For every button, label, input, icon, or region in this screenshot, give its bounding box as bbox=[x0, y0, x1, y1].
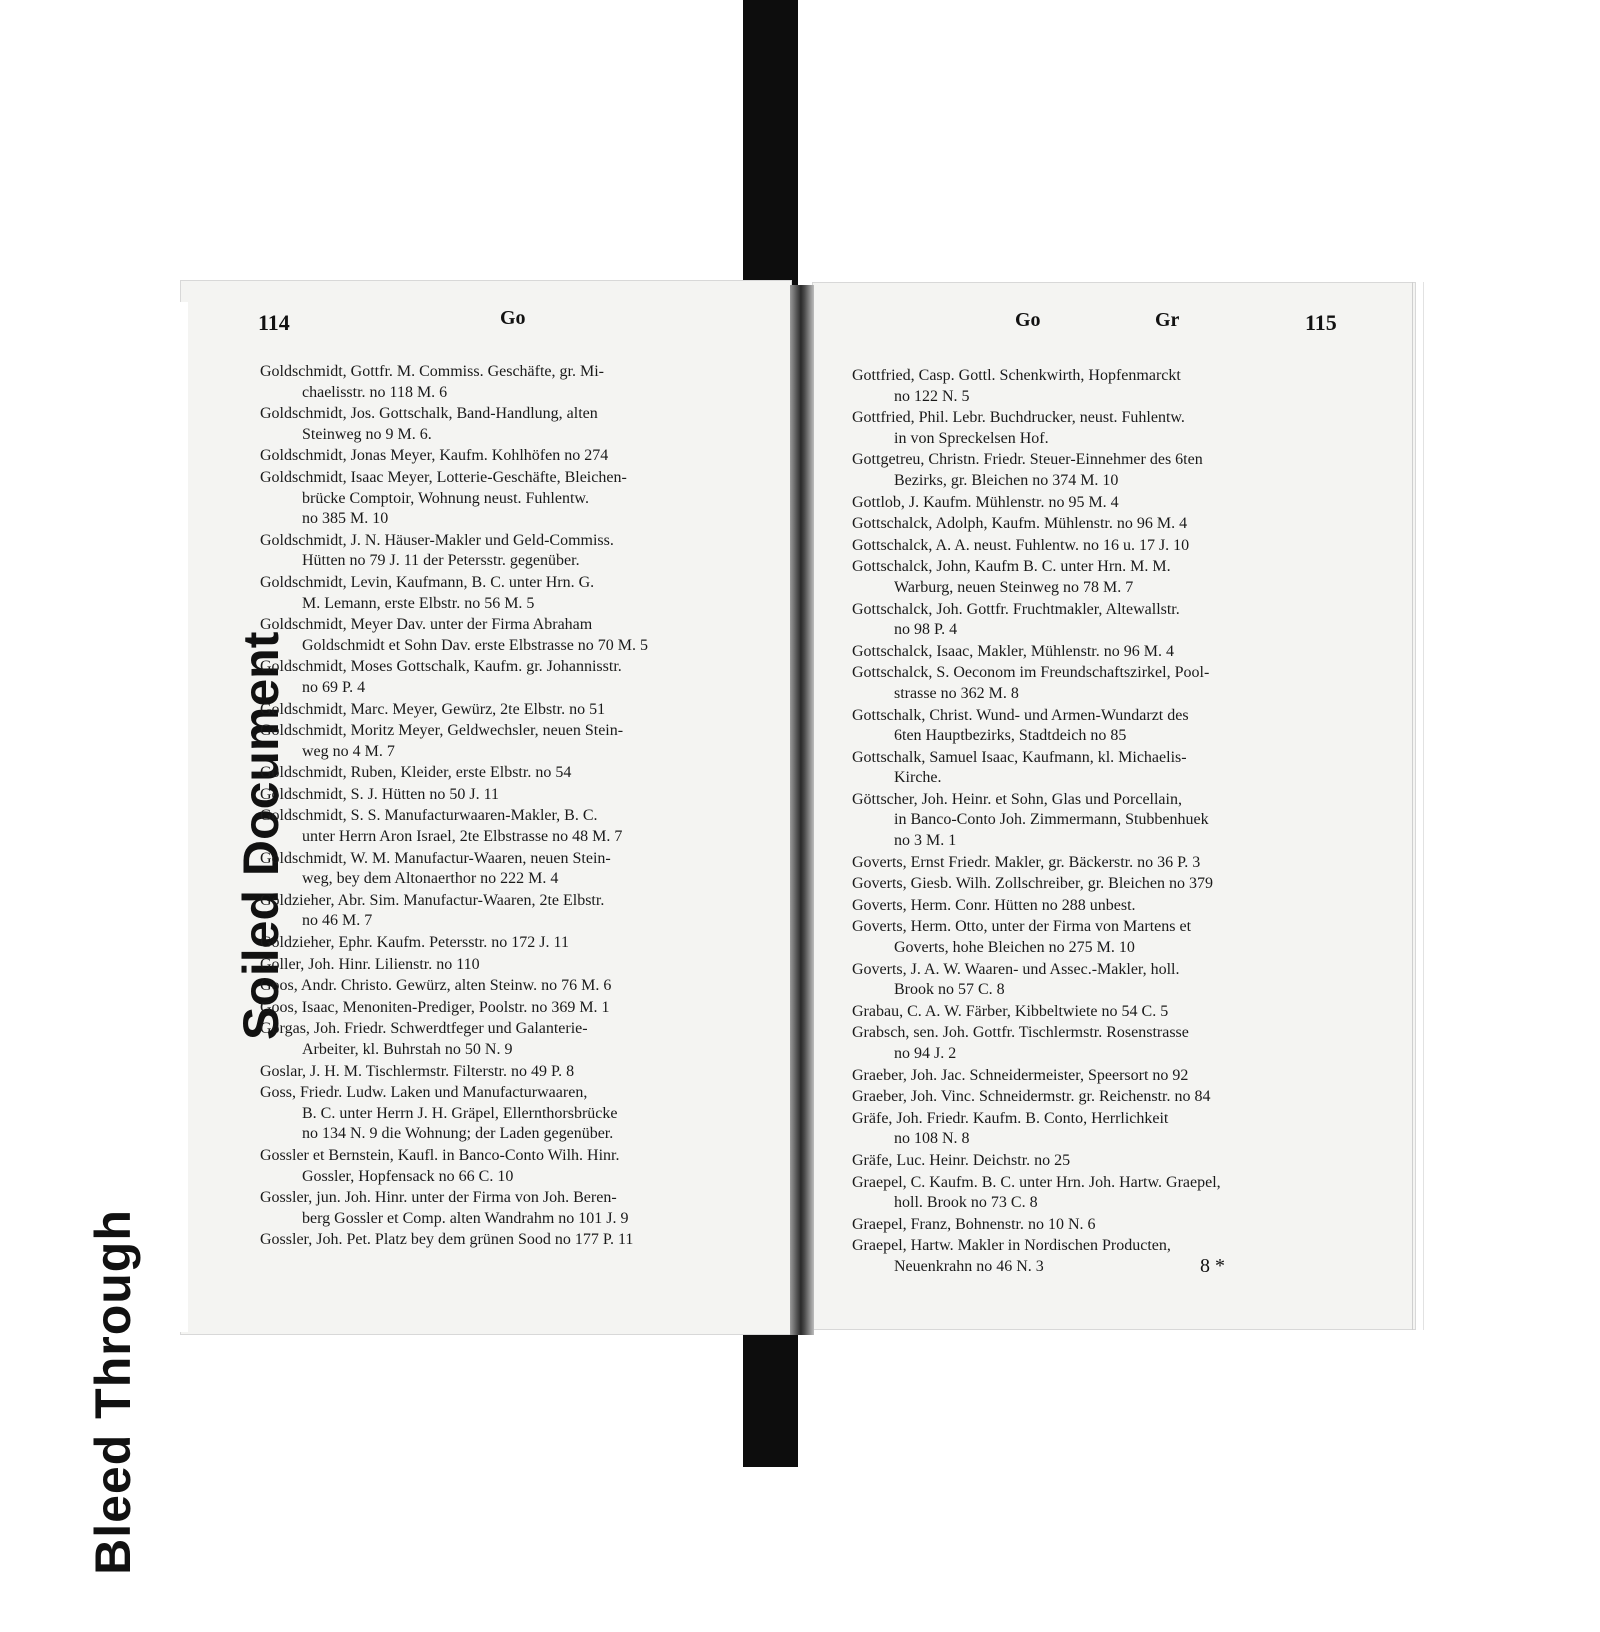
entry-line: Goslar, J. H. M. Tischlermstr. Filterstr. no 49 P. 8 bbox=[260, 1062, 575, 1080]
entry-line: Neuenkrahn no 46 N. 3 bbox=[894, 1257, 1044, 1275]
directory-entry bbox=[852, 514, 1352, 535]
directory-entry bbox=[260, 573, 775, 614]
entry-line: Gräfe, Luc. Heinr. Deichstr. no 25 bbox=[852, 1151, 1071, 1169]
entry-line: no 3 M. 1 bbox=[894, 832, 957, 850]
directory-entry bbox=[852, 600, 1352, 641]
entry-line: brücke Comptoir, Wohnung neust. Fuhlentw. bbox=[302, 489, 589, 507]
entry-line: Gottfried, Phil. Lebr. Buchdrucker, neust. Fuhlentw. bbox=[852, 409, 1185, 427]
entry-line: Kirche. bbox=[894, 769, 942, 787]
directory-entry bbox=[852, 896, 1352, 917]
directory-entry bbox=[852, 706, 1352, 747]
directory-entry bbox=[260, 362, 775, 403]
entry-line: Goverts, Herm. Otto, unter der Firma von Martens et bbox=[852, 918, 1192, 936]
directory-entry bbox=[260, 785, 775, 806]
entry-line: Gossler et Bernstein, Kaufl. in Banco-Conto Wilh. Hinr. bbox=[260, 1146, 620, 1164]
entry-line: Gossler, jun. Joh. Hinr. unter der Firma von Joh. Beren- bbox=[260, 1189, 617, 1207]
entry-line: Gottschalck, S. Oeconom im Freundschaftszirkel, Pool- bbox=[852, 664, 1210, 682]
entry-line: Göttscher, Joh. Heinr. et Sohn, Glas und Porcellain, bbox=[852, 790, 1182, 808]
right-running-head-gr: Gr bbox=[1155, 309, 1180, 331]
directory-entry bbox=[260, 1083, 775, 1145]
entry-line: Goos, Isaac, Menoniten-Prediger, Poolstr. no 369 M. 1 bbox=[260, 998, 610, 1016]
left-running-head: Go bbox=[500, 307, 526, 329]
entry-line: Gossler, Joh. Pet. Platz bey dem grünen Sood no 177 P. 11 bbox=[260, 1231, 634, 1249]
directory-entry bbox=[260, 531, 775, 572]
directory-entry bbox=[852, 1087, 1352, 1108]
entry-line: Goldzieher, Abr. Sim. Manufactur-Waaren, 2te Elbstr. bbox=[260, 891, 605, 909]
entry-line: Goldschmidt, Jos. Gottschalk, Band-Handlung, alten bbox=[260, 405, 598, 423]
entry-line: Arbeiter, kl. Buhrstah no 50 N. 9 bbox=[302, 1041, 513, 1058]
entry-line: Gräfe, Joh. Friedr. Kaufm. B. Conto, Herrlichkeit bbox=[852, 1109, 1169, 1127]
entry-line: Gorgas, Joh. Friedr. Schwerdtfeger und Galanterie- bbox=[260, 1020, 588, 1038]
entry-line: in Banco-Conto Joh. Zimmermann, Stubbenhuek bbox=[894, 811, 1209, 829]
directory-entry bbox=[260, 955, 775, 976]
entry-line: Goverts, Giesb. Wilh. Zollschreiber, gr. Bleichen no 379 bbox=[852, 875, 1214, 893]
binding-strap-bottom bbox=[743, 1330, 798, 1467]
directory-entry bbox=[260, 404, 775, 445]
entry-line: Steinweg no 9 M. 6. bbox=[302, 425, 432, 443]
directory-entry bbox=[852, 1236, 1352, 1277]
entry-line: unter Herrn Aron Israel, 2te Elbstrasse no 48 M. 7 bbox=[302, 828, 623, 846]
directory-entry bbox=[260, 998, 775, 1019]
directory-entry bbox=[852, 642, 1352, 663]
directory-entry bbox=[852, 1109, 1352, 1150]
directory-entry bbox=[852, 663, 1352, 704]
entry-line: Goldschmidt, S. J. Hütten no 50 J. 11 bbox=[260, 785, 499, 803]
directory-entry bbox=[260, 700, 775, 721]
directory-entry bbox=[260, 721, 775, 762]
entry-line: Goldschmidt, Isaac Meyer, Lotterie-Geschäfte, Bleichen- bbox=[260, 468, 627, 486]
binding-strap-top bbox=[743, 0, 798, 285]
entry-line: Goverts, Ernst Friedr. Makler, gr. Bäckerstr. no 36 P. 3 bbox=[852, 853, 1201, 871]
entry-line: Goldschmidt, J. N. Häuser-Makler und Geld-Commiss. bbox=[260, 531, 614, 549]
entry-line: Graeber, Joh. Vinc. Schneidermstr. gr. Reichenstr. no 84 bbox=[852, 1088, 1211, 1106]
directory-entry bbox=[260, 1188, 775, 1229]
entry-line: Hütten no 79 J. 11 der Petersstr. gegenüber. bbox=[302, 552, 580, 570]
entry-line: Gottlob, J. Kaufm. Mühlenstr. no 95 M. 4 bbox=[852, 493, 1119, 511]
left-directory-column bbox=[260, 362, 775, 1252]
book-gutter bbox=[790, 285, 814, 1335]
entry-line: in von Spreckelsen Hof. bbox=[894, 429, 1049, 447]
entry-line: Goldschmidt, W. M. Manufactur-Waaren, neuen Stein- bbox=[260, 849, 611, 867]
entry-line: Gottschalck, John, Kaufm B. C. unter Hrn. M. M. bbox=[852, 558, 1171, 576]
entry-line: Goldschmidt, Levin, Kaufmann, B. C. unter Hrn. G. bbox=[260, 573, 595, 591]
entry-line: no 46 M. 7 bbox=[302, 912, 373, 930]
entry-line: Gottgetreu, Christn. Friedr. Steuer-Einnehmer des 6ten bbox=[852, 451, 1203, 469]
right-page-number: 115 bbox=[1305, 310, 1337, 335]
entry-line: Goldzieher, Ephr. Kaufm. Petersstr. no 172 J. 11 bbox=[260, 934, 569, 952]
directory-entry bbox=[852, 408, 1352, 449]
entry-line: Goldschmidt, Moritz Meyer, Geldwechsler, neuen Stein- bbox=[260, 722, 624, 740]
entry-line: Goldschmidt, Marc. Meyer, Gewürz, 2te Elbstr. no 51 bbox=[260, 700, 606, 718]
directory-entry bbox=[852, 1151, 1352, 1172]
entry-line: strasse no 362 M. 8 bbox=[894, 684, 1019, 702]
entry-line: no 134 N. 9 die Wohnung; der Laden gegenüber. bbox=[302, 1125, 614, 1143]
soiled-document-stamp: Soiled Document bbox=[233, 631, 289, 1040]
directory-entry bbox=[260, 1146, 775, 1187]
entry-line: Gottschalck, Joh. Gottfr. Fruchtmakler, Altewallstr. bbox=[852, 600, 1180, 618]
entry-line: no 69 P. 4 bbox=[302, 678, 366, 696]
entry-line: B. C. unter Herrn J. H. Gräpel, Ellernthorsbrücke bbox=[302, 1104, 618, 1122]
right-running-head-go: Go bbox=[1015, 309, 1041, 331]
entry-line: Goldschmidt, Gottfr. M. Commiss. Geschäfte, gr. Mi- bbox=[260, 363, 604, 380]
directory-entry bbox=[852, 536, 1352, 557]
directory-entry bbox=[852, 1002, 1352, 1023]
directory-entry bbox=[260, 849, 775, 890]
directory-entry bbox=[852, 874, 1352, 895]
entry-line: Goos, Andr. Christo. Gewürz, alten Steinw. no 76 M. 6 bbox=[260, 977, 612, 995]
directory-entry bbox=[260, 615, 775, 656]
entry-line: Goldschmidt, Moses Gottschalk, Kaufm. gr. Johannisstr. bbox=[260, 658, 622, 676]
directory-entry bbox=[260, 763, 775, 784]
entry-line: no 385 M. 10 bbox=[302, 510, 389, 528]
entry-line: Gottschalck, Isaac, Makler, Mühlenstr. no 96 M. 4 bbox=[852, 642, 1174, 660]
directory-entry bbox=[852, 853, 1352, 874]
directory-entry bbox=[852, 557, 1352, 598]
directory-entry bbox=[852, 1023, 1352, 1064]
entry-line: Goverts, hohe Bleichen no 275 M. 10 bbox=[894, 939, 1135, 957]
entry-line: no 94 J. 2 bbox=[894, 1045, 957, 1062]
directory-entry bbox=[260, 933, 775, 954]
left-page-number: 114 bbox=[258, 310, 290, 335]
entry-line: Goldschmidt, Jonas Meyer, Kaufm. Kohlhöfen no 274 bbox=[260, 447, 609, 465]
directory-entry bbox=[852, 366, 1352, 407]
entry-line: berg Gossler et Comp. alten Wandrahm no 101 J. 9 bbox=[302, 1209, 629, 1227]
entry-line: Goss, Friedr. Ludw. Laken und Manufacturwaaren, bbox=[260, 1084, 588, 1102]
entry-line: Gottschalk, Samuel Isaac, Kaufmann, kl. Michaelis- bbox=[852, 748, 1187, 766]
entry-line: Goller, Joh. Hinr. Lilienstr. no 110 bbox=[260, 955, 480, 973]
directory-entry bbox=[260, 1019, 775, 1060]
directory-entry bbox=[852, 960, 1352, 1001]
directory-entry bbox=[852, 493, 1352, 514]
page-edge bbox=[1412, 282, 1424, 1330]
directory-entry bbox=[260, 1230, 775, 1251]
entry-line: Gottschalck, A. A. neust. Fuhlentw. no 16 u. 17 J. 10 bbox=[852, 536, 1190, 554]
entry-line: Goldschmidt et Sohn Dav. erste Elbstrasse no 70 M. 5 bbox=[302, 636, 649, 654]
entry-line: no 98 P. 4 bbox=[894, 621, 958, 639]
entry-line: Goverts, J. A. W. Waaren- und Assec.-Makler, holl. bbox=[852, 960, 1180, 978]
entry-line: Grabsch, sen. Joh. Gottfr. Tischlermstr. Rosenstrasse bbox=[852, 1024, 1189, 1042]
directory-entry bbox=[852, 790, 1352, 852]
directory-entry bbox=[852, 1215, 1352, 1236]
entry-line: no 108 N. 8 bbox=[894, 1130, 970, 1148]
directory-entry bbox=[852, 450, 1352, 491]
entry-line: 6ten Hauptbezirks, Stadtdeich no 85 bbox=[894, 727, 1127, 745]
entry-line: Brook no 57 C. 8 bbox=[894, 981, 1005, 999]
entry-line: no 122 N. 5 bbox=[894, 387, 970, 405]
entry-line: Grabau, C. A. W. Färber, Kibbeltwiete no 54 C. 5 bbox=[852, 1002, 1169, 1020]
directory-entry bbox=[852, 748, 1352, 789]
entry-line: Goldschmidt, S. S. Manufacturwaaren-Makler, B. C. bbox=[260, 807, 598, 825]
directory-entry bbox=[852, 1173, 1352, 1214]
directory-entry bbox=[260, 657, 775, 698]
entry-line: weg no 4 M. 7 bbox=[302, 742, 395, 760]
entry-line: Gottfried, Casp. Gottl. Schenkwirth, Hopfenmarckt bbox=[852, 367, 1181, 384]
entry-line: Goldschmidt, Ruben, Kleider, erste Elbstr. no 54 bbox=[260, 764, 572, 782]
directory-entry bbox=[260, 468, 775, 530]
directory-entry bbox=[260, 976, 775, 997]
signature-mark: 8 * bbox=[1200, 1255, 1225, 1277]
entry-line: Graepel, Franz, Bohnenstr. no 10 N. 6 bbox=[852, 1215, 1096, 1233]
entry-line: M. Lemann, erste Elbstr. no 56 M. 5 bbox=[302, 594, 535, 612]
directory-entry bbox=[260, 446, 775, 467]
entry-line: Gossler, Hopfensack no 66 C. 10 bbox=[302, 1167, 514, 1185]
entry-line: holl. Brook no 73 C. 8 bbox=[894, 1194, 1038, 1212]
entry-line: Warburg, neuen Steinweg no 78 M. 7 bbox=[894, 578, 1134, 596]
entry-line: chaelisstr. no 118 M. 6 bbox=[302, 383, 448, 401]
entry-line: Graepel, Hartw. Makler in Nordischen Producten, bbox=[852, 1237, 1171, 1255]
entry-line: Gottschalck, Adolph, Kaufm. Mühlenstr. no 96 M. 4 bbox=[852, 515, 1188, 533]
directory-entry bbox=[852, 917, 1352, 958]
directory-entry bbox=[852, 1066, 1352, 1087]
entry-line: weg, bey dem Altonaerthor no 222 M. 4 bbox=[302, 870, 559, 888]
right-directory-column bbox=[852, 366, 1352, 1279]
directory-entry bbox=[260, 1062, 775, 1083]
entry-line: Bezirks, gr. Bleichen no 374 M. 10 bbox=[894, 471, 1119, 489]
directory-entry bbox=[260, 806, 775, 847]
directory-entry bbox=[260, 891, 775, 932]
entry-line: Graeber, Joh. Jac. Schneidermeister, Speersort no 92 bbox=[852, 1066, 1189, 1084]
entry-line: Goldschmidt, Meyer Dav. unter der Firma Abraham bbox=[260, 616, 593, 634]
entry-line: Gottschalk, Christ. Wund- und Armen-Wundarzt des bbox=[852, 706, 1189, 724]
entry-line: Graepel, C. Kaufm. B. C. unter Hrn. Joh. Hartw. Graepel, bbox=[852, 1173, 1221, 1191]
entry-line: Goverts, Herm. Conr. Hütten no 288 unbest. bbox=[852, 896, 1136, 914]
bleed-through-stamp: Bleed Through bbox=[85, 1209, 141, 1575]
